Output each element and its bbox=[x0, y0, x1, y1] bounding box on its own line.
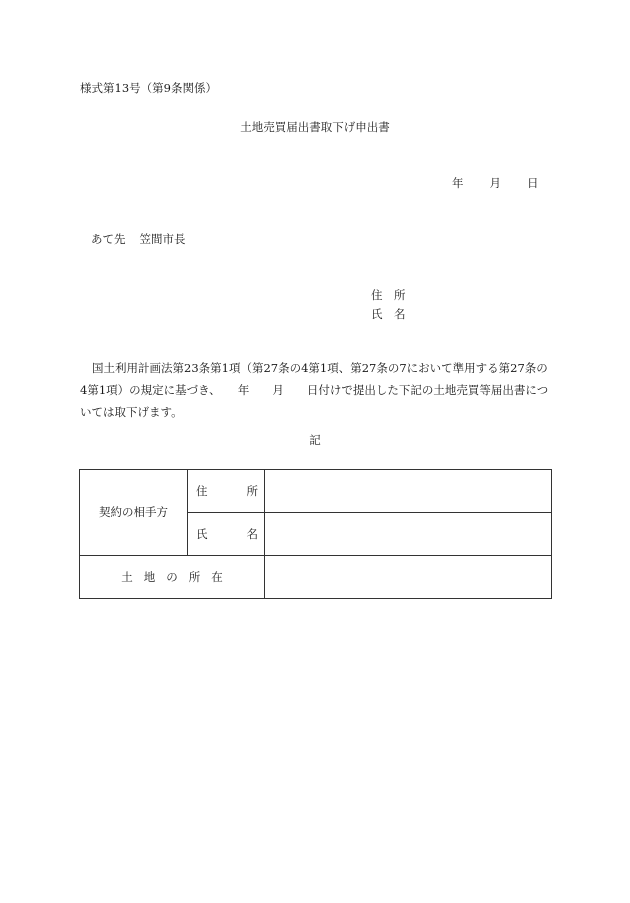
table-row bbox=[80, 470, 552, 513]
table-row bbox=[80, 556, 552, 599]
party-label: 契約の相手方 bbox=[99, 505, 168, 520]
land-location-value[interactable] bbox=[265, 556, 552, 599]
addressee bbox=[91, 231, 186, 247]
date-day-label: 日 bbox=[527, 176, 539, 190]
addressee-name: 笠間市長 bbox=[139, 232, 186, 246]
party-name-label-cell bbox=[188, 513, 265, 556]
party-name-label-b: 名 bbox=[246, 526, 258, 541]
date-month-label: 月 bbox=[489, 176, 501, 190]
form-number: 様式第13号（第9条関係） bbox=[80, 81, 217, 95]
applicant-address-label: 住 所 bbox=[371, 288, 406, 302]
land-location-label: 土地の所在 bbox=[80, 556, 265, 599]
party-address-label-b: 所 bbox=[246, 483, 258, 498]
party-label-cell bbox=[80, 470, 188, 556]
applicant-block bbox=[371, 286, 406, 324]
party-name-label-a: 氏 bbox=[196, 526, 208, 541]
document-title: 土地売買届出書取下げ申出書 bbox=[240, 120, 390, 134]
ki-heading: 記 bbox=[309, 433, 321, 447]
detail-table bbox=[79, 469, 552, 599]
addressee-label: あて先 bbox=[91, 232, 126, 246]
party-address-value[interactable] bbox=[265, 470, 552, 513]
party-address-label-cell bbox=[188, 470, 265, 513]
applicant-name-label: 氏 名 bbox=[371, 307, 406, 321]
party-address-label-a: 住 bbox=[196, 483, 208, 498]
date-year-label: 年 bbox=[452, 176, 464, 190]
date-line bbox=[452, 175, 539, 191]
party-name-value[interactable] bbox=[265, 513, 552, 556]
body-paragraph: 国土利用計画法第23条第1項（第27条の4第1項、第27条の7において準用する第27条の4第1項）の規定に基づき、 年 月 日付けで提出した下記の土地売買等届出書については取下げます。 bbox=[80, 361, 549, 419]
